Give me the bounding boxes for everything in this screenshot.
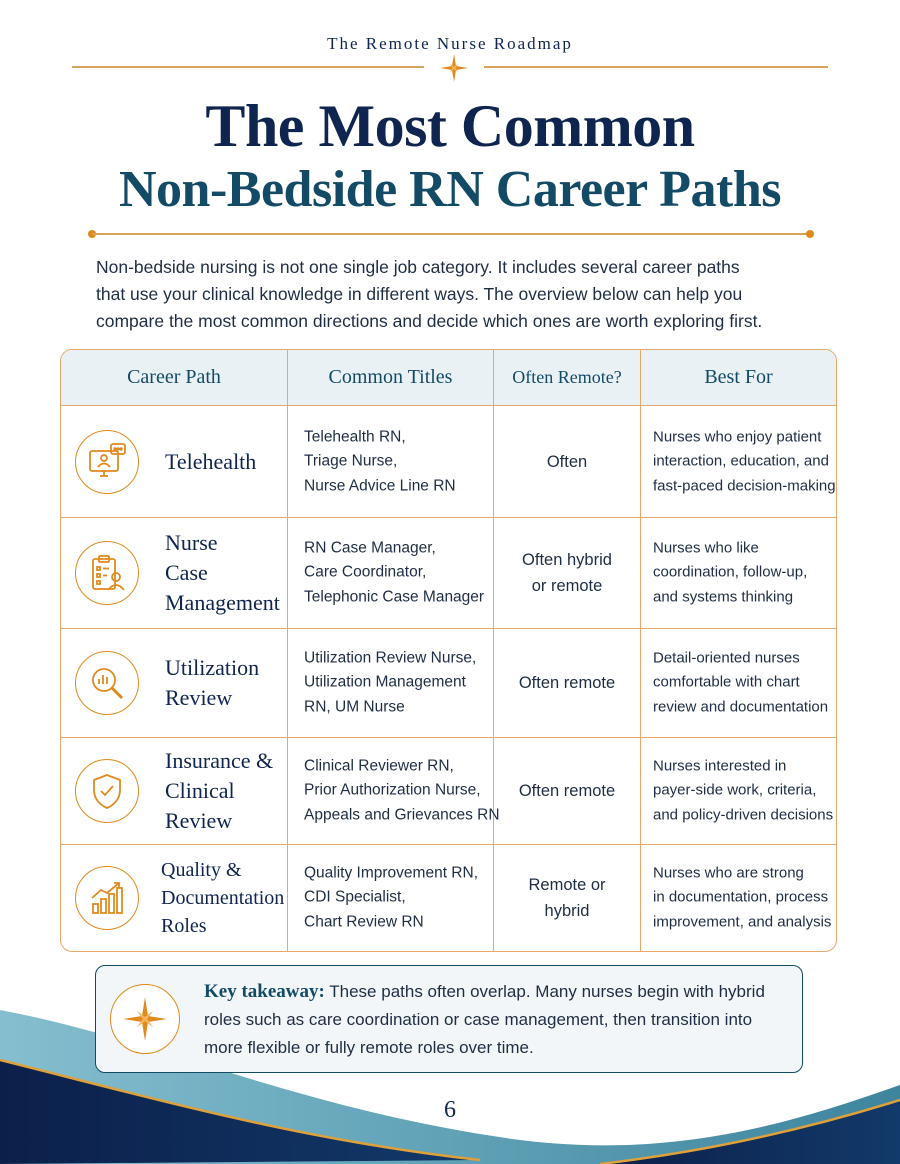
best-for-cell: Nurses who are strong in documentation, process improvement, and analysis [653,863,832,930]
table-row [61,406,836,518]
best-for-cell: Nurses who like coordination, follow-up, and systems thinking [653,538,808,605]
career-path-cell [61,628,288,737]
common-titles-cell: Clinical Reviewer RN, Prior Authorization Nurse, Appeals and Grievances RN [288,737,494,844]
often-remote-cell: Often remote [494,737,641,844]
often-remote-cell: Often hybrid or remote [494,517,641,628]
common-titles-cell: Quality Improvement RN, CDI Specialist, Chart Review RN [288,844,494,951]
compass-star-icon [440,54,468,82]
takeaway-line: These paths often overlap. Many nurses begin with hybrid [329,982,765,1001]
column-header-common-titles: Common Titles [288,350,494,405]
shield-check-icon [75,759,139,823]
common-titles-cell: Utilization Review Nurse, Utilization Management RN, UM Nurse [288,628,494,737]
best-for-cell: Detail-oriented nurses comfortable with chart review and documentation [653,648,829,715]
column-header-career-path: Career Path [61,350,288,405]
intro-paragraph [96,254,816,335]
growth-chart-icon [75,866,139,930]
often-remote-cell: Remote or hybrid [494,844,641,951]
intro-line: compare the most common directions and decide which ones are worth exploring first. [96,311,763,331]
best-for-cell: Nurses interested in payer-side work, criteria, and policy-driven decisions [653,756,834,823]
page-number: 6 [444,1097,456,1123]
best-for-cell: Nurses who enjoy patient interaction, education, and fast-paced decision-making [653,427,836,494]
table-row [61,737,836,845]
key-takeaway-label: Key takeaway: [204,981,325,1002]
page-title-line2: Non-Bedside RN Career Paths [119,161,781,218]
magnifier-chart-icon [75,651,139,715]
takeaway-line: roles such as care coordination or case management, then transition into [204,1010,753,1029]
key-takeaway-text [204,978,784,1062]
page-title-line1: The Most Common [205,93,695,159]
series-label: The Remote Nurse Roadmap [327,34,573,53]
career-path-cell [61,517,288,628]
table-header-row [61,350,836,406]
key-takeaway-box [95,965,803,1073]
table-row [61,517,836,629]
career-path-name: Nurse Case Management [165,529,280,615]
clipboard-person-icon [75,541,139,605]
column-header-often-remote: Often Remote? [494,350,641,405]
intro-line: that use your clinical knowledge in different ways. The overview below can help you [96,284,743,304]
title-divider [92,233,810,235]
divider-dot-right [806,230,814,238]
common-titles-cell: RN Case Manager, Care Coordinator, Telephonic Case Manager [288,517,494,628]
career-path-cell [61,737,288,844]
header-divider-left [72,66,424,68]
table-row [61,844,836,951]
career-path-name: Quality & Documentation Roles [161,858,285,937]
table-row [61,628,836,738]
often-remote-cell: Often [494,406,641,517]
often-remote-cell: Often remote [494,628,641,737]
telehealth-monitor-icon [75,430,139,494]
career-path-name: Utilization Review [165,654,260,710]
career-path-name: Insurance & Clinical Review [165,747,274,833]
compass-star-icon [110,984,180,1054]
career-path-cell [61,406,288,517]
header-divider-right [484,66,828,68]
career-paths-table [60,349,837,952]
column-header-best-for: Best For [704,366,773,388]
career-path-name: Telehealth [165,448,257,474]
common-titles-cell: Telehealth RN, Triage Nurse, Nurse Advice Line RN [288,406,494,517]
takeaway-line: more flexible or fully remote roles over time. [204,1038,534,1057]
career-path-cell [61,844,288,951]
intro-line: Non-bedside nursing is not one single job category. It includes several career paths [96,257,740,277]
